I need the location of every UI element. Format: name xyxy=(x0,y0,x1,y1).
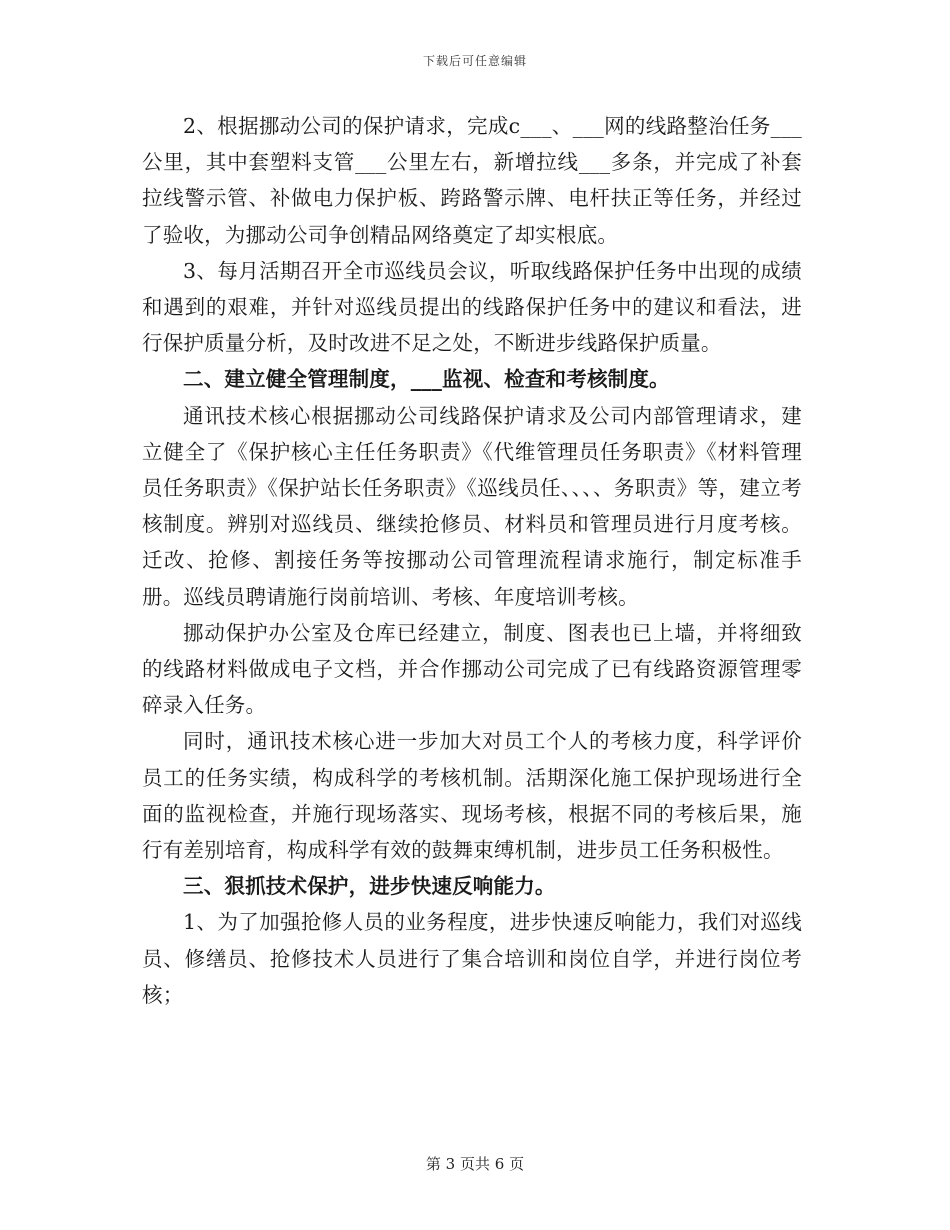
document-body xyxy=(142,108,802,1013)
paragraph-office-warehouse: 挪动保护办公室及仓库已经建立，制度、图表也已上墙，并将细致的线路材料做成电子文档，并合作挪动公司完成了已有线路资源管理零碎录入任务。 xyxy=(142,620,802,718)
page-footer: 第 3 页共 6 页 xyxy=(425,1155,525,1173)
paragraph-item-2: 2、根据挪动公司的保护请求，完成c___、___网的线路整治任务___公里，其中套塑料支管___公里左右，新增拉线___多条，并完成了补套拉线警示管、补做电力保护板、跨路警示牌、电杆扶正等任务，并经过了验收，为挪动公司争创精品网络奠定了却实根底。 xyxy=(142,114,802,247)
paragraph-item-3: 3、每月活期召开全市巡线员会议，听取线路保护任务中出现的成绩和遇到的艰难，并针对巡线员提出的线路保护任务中的建议和看法，进行保护质量分析，及时改进不足之处，不断进步线路保护质量。 xyxy=(142,258,802,356)
page-header: 下载后可任意编辑 xyxy=(422,54,527,68)
section-heading-2: 二、建立健全管理制度，___监视、检查和考核制度。 xyxy=(183,367,670,392)
section-heading-3: 三、狠抓技术保护，进步快速反响能力。 xyxy=(183,874,556,899)
paragraph-assessment: 同时，通讯技术核心进一步加大对员工个人的考核力度，科学评价员工的任务实绩，构成科学的考核机制。活期深化施工保护现场进行全面的监视检查，并施行现场落实、现场考核，根据不同的考核后果，施行有差别培育，构成科学有效的鼓舞束缚机制，进步员工任务积极性。 xyxy=(142,729,802,863)
paragraph-management-system: 通讯技术核心根据挪动公司线路保护请求及公司内部管理请求，建立健全了《保护核心主任任务职责》《代维管理员任务职责》《材料管理员任务职责》《保护站长任务职责》《巡线员任、、、、务职责》等，建立考核制度。辨别对巡线员、继续抢修员、材料员和管理员进行月度考核。迁改、抢修、割接任务等按挪动公司管理流程请求施行，制定标准手册。巡线员聘请施行岗前培训、考核、年度培训考核。 xyxy=(142,403,802,609)
paragraph-training: 1、为了加强抢修人员的业务程度，进步快速反响能力，我们对巡线员、修缮员、抢修技术人员进行了集合培训和岗位自学，并进行岗位考核； xyxy=(142,910,802,1007)
